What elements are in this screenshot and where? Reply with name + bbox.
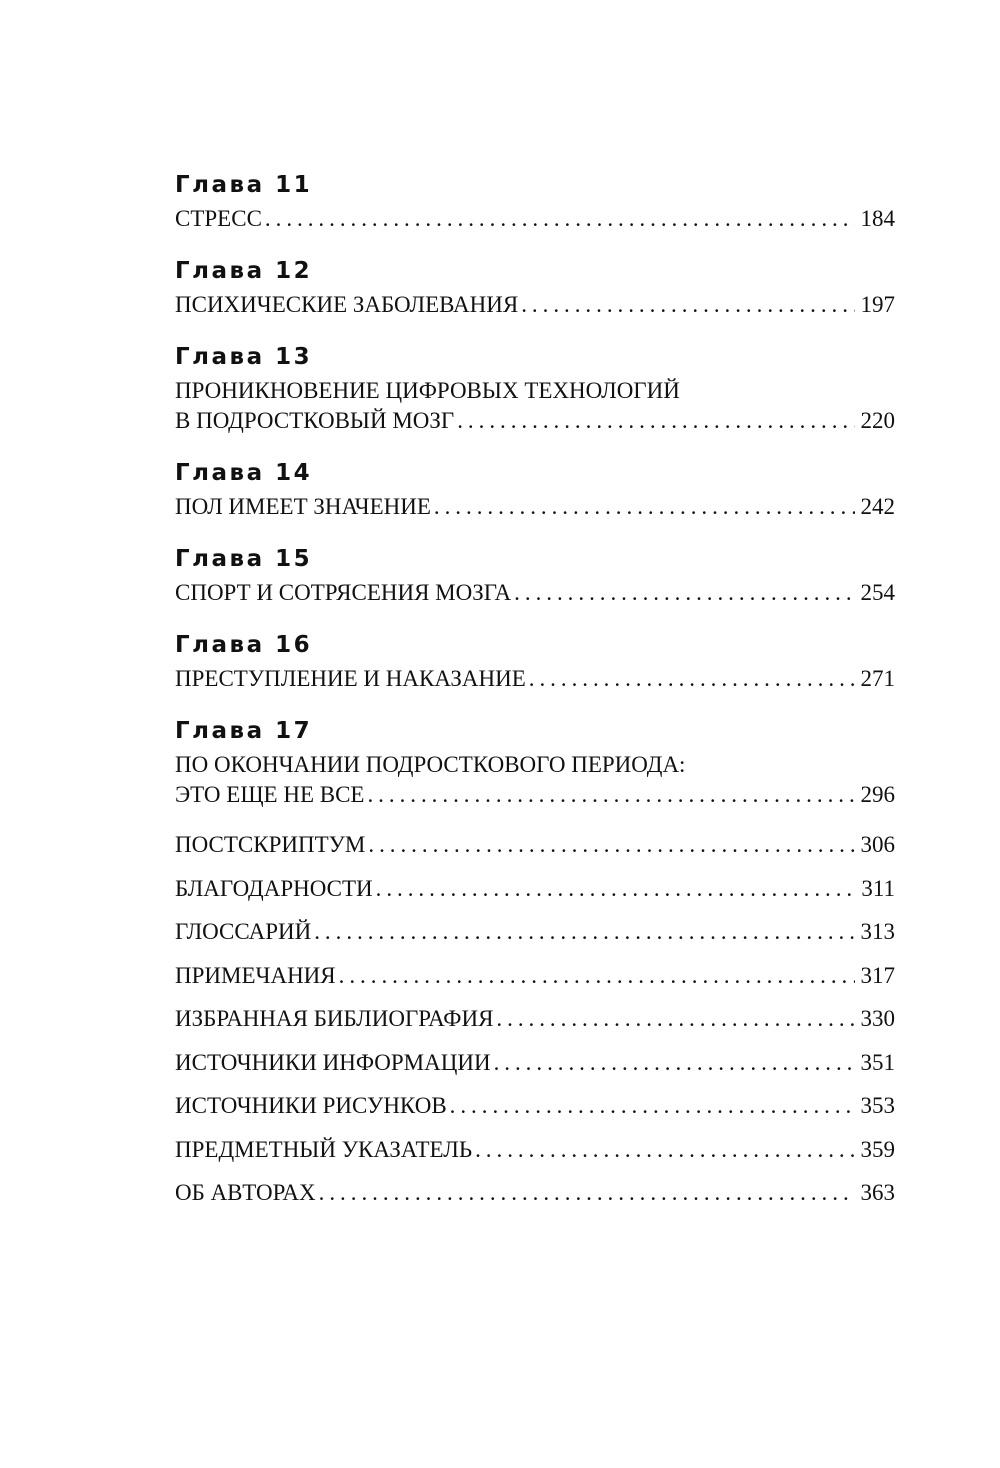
dot-leader bbox=[494, 1048, 855, 1078]
entry-title: СТРЕСС bbox=[175, 206, 262, 231]
toc-entry[interactable] bbox=[175, 750, 895, 810]
toc-entry[interactable] bbox=[175, 1178, 895, 1208]
entry-title: БЛАГОДАРНОСТИ bbox=[175, 875, 373, 901]
dot-leader bbox=[368, 830, 854, 860]
toc-entry[interactable] bbox=[175, 1091, 895, 1121]
page-number: 296 bbox=[860, 782, 895, 807]
entry-title: ГЛОССАРИЙ bbox=[175, 919, 312, 944]
dot-leader bbox=[496, 1004, 854, 1034]
toc-entry[interactable] bbox=[175, 492, 895, 522]
page-number: 351 bbox=[860, 1049, 895, 1075]
entry-title: ПРОНИКНОВЕНИЕ ЦИФРОВЫХ ТЕХНОЛОГИЙ bbox=[175, 378, 680, 403]
entry-title: ЭТО ЕЩЕ НЕ ВСЕ bbox=[175, 782, 365, 807]
page-number: 311 bbox=[861, 875, 895, 901]
entry-title: ПОСТСКРИПТУМ bbox=[175, 832, 366, 857]
chapter-17 bbox=[175, 714, 895, 810]
dot-leader bbox=[367, 780, 854, 810]
page-number: 363 bbox=[860, 1180, 895, 1205]
dot-leader bbox=[265, 204, 855, 234]
page-number: 330 bbox=[860, 1006, 895, 1031]
chapter-label: Глава 11 bbox=[175, 172, 313, 198]
chapter-11 bbox=[175, 168, 895, 234]
page-number: 254 bbox=[860, 580, 895, 605]
page-number: 306 bbox=[860, 832, 895, 857]
toc-entry[interactable] bbox=[175, 830, 895, 860]
chapter-label: Глава 13 bbox=[175, 344, 313, 370]
page-number: 220 bbox=[860, 408, 895, 433]
toc-entry[interactable] bbox=[175, 1135, 895, 1165]
chapter-14 bbox=[175, 456, 895, 522]
dot-leader bbox=[529, 664, 855, 694]
toc-entry[interactable] bbox=[175, 917, 895, 947]
entry-title: ПСИХИЧЕСКИЕ ЗАБОЛЕВАНИЯ bbox=[175, 292, 519, 317]
toc-entry[interactable] bbox=[175, 1004, 895, 1034]
toc-entry[interactable] bbox=[175, 290, 895, 320]
page-number: 184 bbox=[860, 206, 895, 231]
page-number: 359 bbox=[860, 1136, 895, 1162]
page-number: 353 bbox=[860, 1093, 895, 1118]
page-number: 197 bbox=[860, 292, 895, 317]
chapter-label: Глава 17 bbox=[175, 718, 313, 744]
dot-leader bbox=[339, 961, 855, 991]
toc-entry[interactable] bbox=[175, 664, 895, 694]
toc-entry[interactable] bbox=[175, 961, 895, 991]
chapter-12 bbox=[175, 254, 895, 320]
dot-leader bbox=[376, 874, 856, 904]
toc-entry[interactable] bbox=[175, 578, 895, 608]
page-number: 313 bbox=[860, 919, 895, 944]
toc-entry[interactable] bbox=[175, 376, 895, 436]
entry-title: СПОРТ И СОТРЯСЕНИЯ МОЗГА bbox=[175, 580, 512, 605]
chapter-label: Глава 16 bbox=[175, 632, 313, 658]
toc-entry[interactable] bbox=[175, 1048, 895, 1078]
entry-title: ПРЕДМЕТНЫЙ УКАЗАТЕЛЬ bbox=[175, 1136, 473, 1162]
page-number: 317 bbox=[860, 962, 895, 988]
dot-leader bbox=[314, 917, 854, 947]
chapter-label: Глава 15 bbox=[175, 546, 313, 572]
page-number: 242 bbox=[860, 494, 895, 519]
entry-title: ПРЕСТУПЛЕНИЕ И НАКАЗАНИЕ bbox=[175, 666, 526, 691]
toc-entry[interactable] bbox=[175, 874, 895, 904]
entry-title: В ПОДРОСТКОВЫЙ МОЗГ bbox=[175, 408, 455, 433]
entry-title: ИЗБРАННАЯ БИБЛИОГРАФИЯ bbox=[175, 1006, 494, 1031]
entry-title: ПРИМЕЧАНИЯ bbox=[175, 962, 336, 988]
dot-leader bbox=[457, 406, 854, 436]
chapter-label: Глава 12 bbox=[175, 258, 313, 284]
table-of-contents bbox=[175, 168, 895, 1222]
chapter-16 bbox=[175, 628, 895, 694]
page-number: 271 bbox=[860, 666, 895, 691]
toc-entry[interactable] bbox=[175, 204, 895, 234]
chapter-15 bbox=[175, 542, 895, 608]
dot-leader bbox=[319, 1178, 855, 1208]
chapter-label: Глава 14 bbox=[175, 460, 313, 486]
dot-leader bbox=[514, 578, 854, 608]
dot-leader bbox=[475, 1135, 854, 1165]
back-matter-list bbox=[175, 830, 895, 1208]
dot-leader bbox=[450, 1091, 855, 1121]
dot-leader bbox=[434, 492, 855, 522]
entry-title: ИСТОЧНИКИ РИСУНКОВ bbox=[175, 1093, 447, 1118]
entry-title: ОБ АВТОРАХ bbox=[175, 1180, 316, 1205]
entry-title: ИСТОЧНИКИ ИНФОРМАЦИИ bbox=[175, 1049, 491, 1075]
entry-title: ПОЛ ИМЕЕТ ЗНАЧЕНИЕ bbox=[175, 494, 431, 519]
dot-leader bbox=[521, 290, 854, 320]
entry-title: ПО ОКОНЧАНИИ ПОДРОСТКОВОГО ПЕРИОДА: bbox=[175, 752, 686, 777]
chapter-13 bbox=[175, 340, 895, 436]
